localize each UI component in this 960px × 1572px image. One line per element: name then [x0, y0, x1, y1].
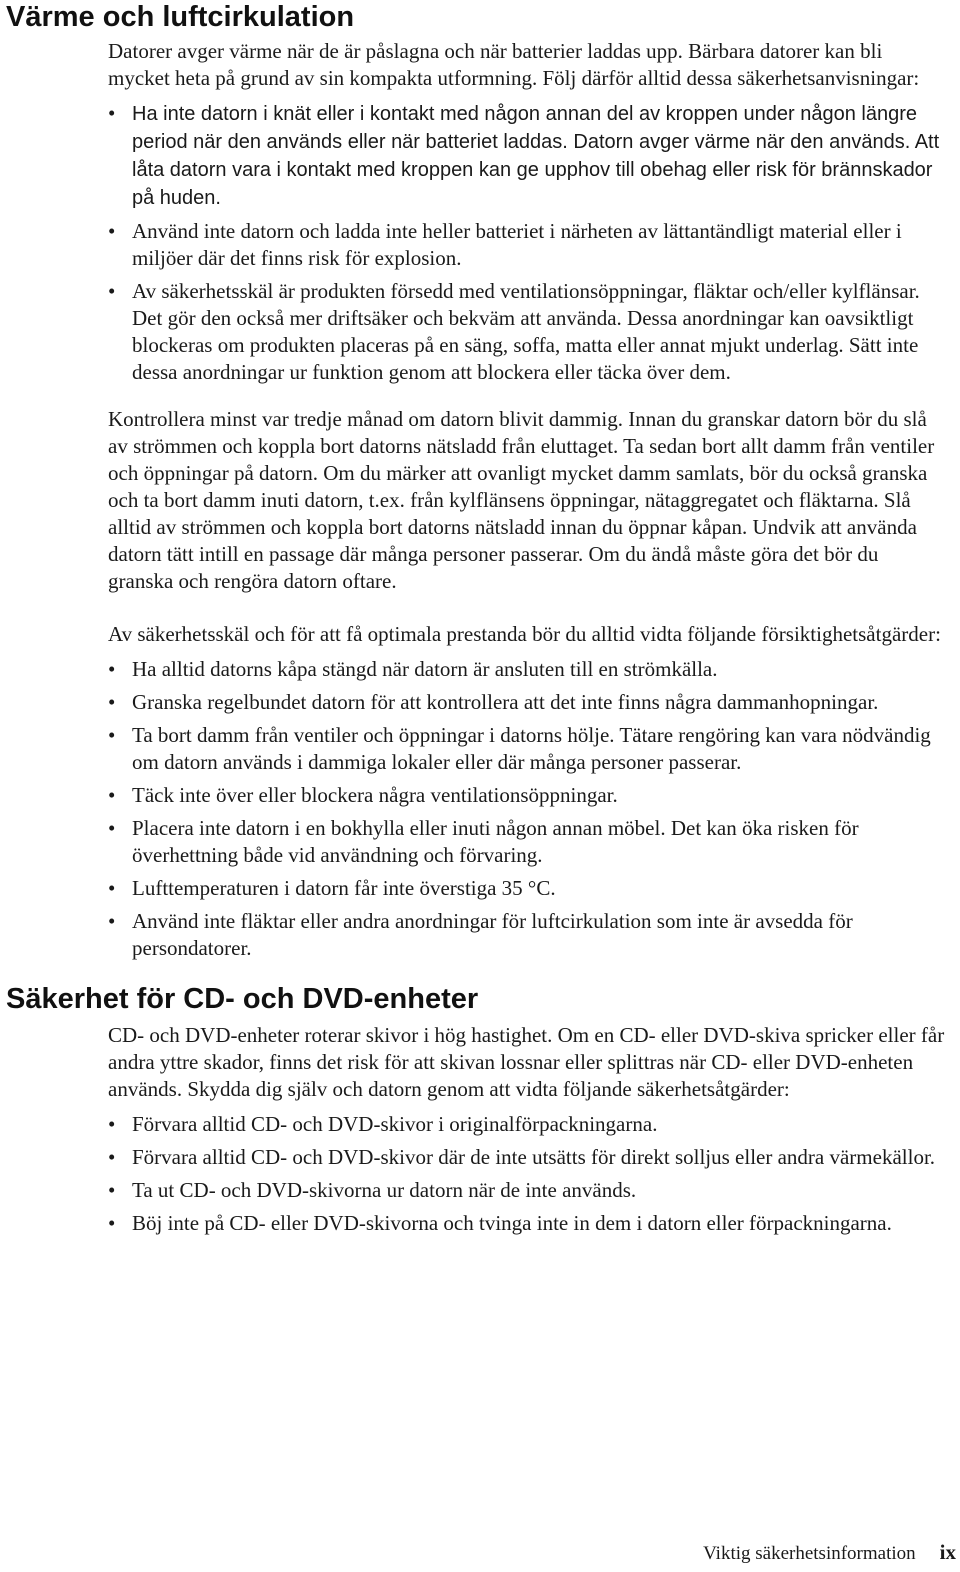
bullet-icon: • [108, 279, 116, 303]
list-item-text: Böj inte på CD- eller DVD-skivorna och tvinga inte in dem i datorn eller förpackningarna. [132, 1211, 892, 1235]
list-item-text: Ha alltid datorns kåpa stängd när datorn är ansluten till en strömkälla. [132, 657, 718, 681]
list-item-text: Lufttemperaturen i datorn får inte överstiga 35 °C. [132, 876, 556, 900]
precautions-list [108, 656, 948, 962]
list-item-text: Placera inte datorn i en bokhylla eller inuti någon annan möbel. Det kan öka risken för överhettning både vid användning och förvaring. [132, 816, 859, 867]
precautions-intro-paragraph: Av säkerhetsskäl och för att få optimala prestanda bör du alltid vidta följande försiktighetsåtgärder: [108, 622, 941, 646]
list-item-text: Förvara alltid CD- och DVD-skivor i originalförpackningarna. [132, 1112, 658, 1136]
section-title-cd-dvd: Säkerhet för CD- och DVD-enheter [6, 983, 479, 1015]
list-item [108, 656, 948, 683]
list-item [108, 782, 948, 809]
dust-check-paragraph: Kontrollera minst var tredje månad om datorn blivit dammig. Innan du granskar datorn bör du slå av strömmen och koppla bort datorns nätsladd från eluttaget. Ta sedan bort allt damm från ventiler och öppningar på datorn. Om du märker att ovanligt mycket damm samlats, bör du också granska och ta bort damm inuti datorn, t.ex. från kylflänsens öppningar, nätaggregatet och fläktarna. Slå alltid av strömmen och koppla bort datorns nätsladd innan du öppnar kåpan. Undvik att använda datorn tätt intill en passage där många personer passerar. Om du ändå måste göra det bör du granska och rengöra datorn oftare. [108, 407, 935, 593]
list-item-text: Ha inte datorn i knät eller i kontakt med någon annan del av kroppen under någon längre period när den används eller när batteriet laddas. Datorn avger värme när den används. Att låta datorn vara i kontakt med kroppen kan ge upphov till obehag eller risk för brännskador på huden. [132, 103, 940, 209]
list-item [108, 875, 948, 902]
heat-intro-paragraph: Datorer avger värme när de är påslagna och när batterier laddas upp. Bärbara datorer kan bli mycket heta på grund av sin kompakta utformning. Följ därför alltid dessa säkerhetsanvisningar: [108, 39, 920, 90]
list-item [108, 1111, 948, 1138]
list-item-text: Ta ut CD- och DVD-skivorna ur datorn när de inte används. [132, 1178, 637, 1202]
page-footer [0, 1540, 960, 1565]
bullet-icon: • [108, 1112, 116, 1136]
list-item [108, 1177, 948, 1204]
bullet-icon: • [108, 723, 116, 747]
list-item [108, 815, 948, 869]
list-item [108, 1144, 948, 1171]
bullet-icon: • [108, 690, 116, 714]
list-item-text: Använd inte datorn och ladda inte heller batteriet i närheten av lättantändligt material eller i miljöer där det finns risk för explosion. [132, 219, 902, 270]
list-item-text: Förvara alltid CD- och DVD-skivor där de inte utsätts för direkt solljus eller andra värmekällor. [132, 1145, 936, 1169]
list-item-text: Granska regelbundet datorn för att kontrollera att det inte finns några dammanhopningar. [132, 690, 879, 714]
footer-label: Viktig säkerhetsinformation [703, 1543, 916, 1564]
list-item [108, 100, 948, 212]
bullet-icon: • [108, 783, 116, 807]
list-item-text: Av säkerhetsskäl är produkten försedd med ventilationsöppningar, fläktar och/eller kylflänsar. Det gör den också mer driftsäker och bekväm att använda. Dessa anordningar kan oavsiktligt blockeras om produkten placeras på en säng, soffa, matta eller annat mjukt underlag. Sätt inte dessa anordningar ur funktion genom att blockera eller täcka över dem. [132, 279, 920, 384]
cd-dvd-intro-paragraph: CD- och DVD-enheter roterar skivor i hög hastighet. Om en CD- eller DVD-skiva spricker eller får andra yttre skador, finns det risk för att skivan lossnar eller splittras när CD- eller DVD-enheten används. Skydda dig själv och datorn genom att vidta följande säkerhetsåtgärder: [108, 1023, 945, 1101]
list-item-text: Använd inte fläktar eller andra anordningar för luftcirkulation som inte är avsedda för persondatorer. [132, 909, 853, 960]
bullet-icon: • [108, 1211, 116, 1235]
page-number: ix [939, 1540, 956, 1564]
bullet-icon: • [108, 876, 116, 900]
bullet-icon: • [108, 1145, 116, 1169]
list-item [108, 1210, 948, 1237]
list-item-text: Ta bort damm från ventiler och öppningar i datorns hölje. Tätare rengöring kan vara nödvändig om datorn används i dammiga lokaler eller där många personer passerar. [132, 723, 931, 774]
bullet-icon: • [108, 657, 116, 681]
heat-safety-list [108, 100, 948, 386]
list-item-text: Täck inte över eller blockera några ventilationsöppningar. [132, 783, 618, 807]
cd-dvd-safety-list [108, 1111, 948, 1237]
list-item [108, 722, 948, 776]
bullet-icon: • [108, 816, 116, 840]
section-title-heat: Värme och luftcirkulation [6, 1, 355, 33]
list-item [108, 689, 948, 716]
bullet-icon: • [108, 909, 116, 933]
bullet-icon: • [108, 1178, 116, 1202]
bullet-icon: • [108, 219, 116, 243]
bullet-icon: • [108, 101, 116, 125]
list-item [108, 278, 948, 386]
document-body [6, 38, 948, 1257]
list-item [108, 908, 948, 962]
list-item [108, 218, 948, 272]
